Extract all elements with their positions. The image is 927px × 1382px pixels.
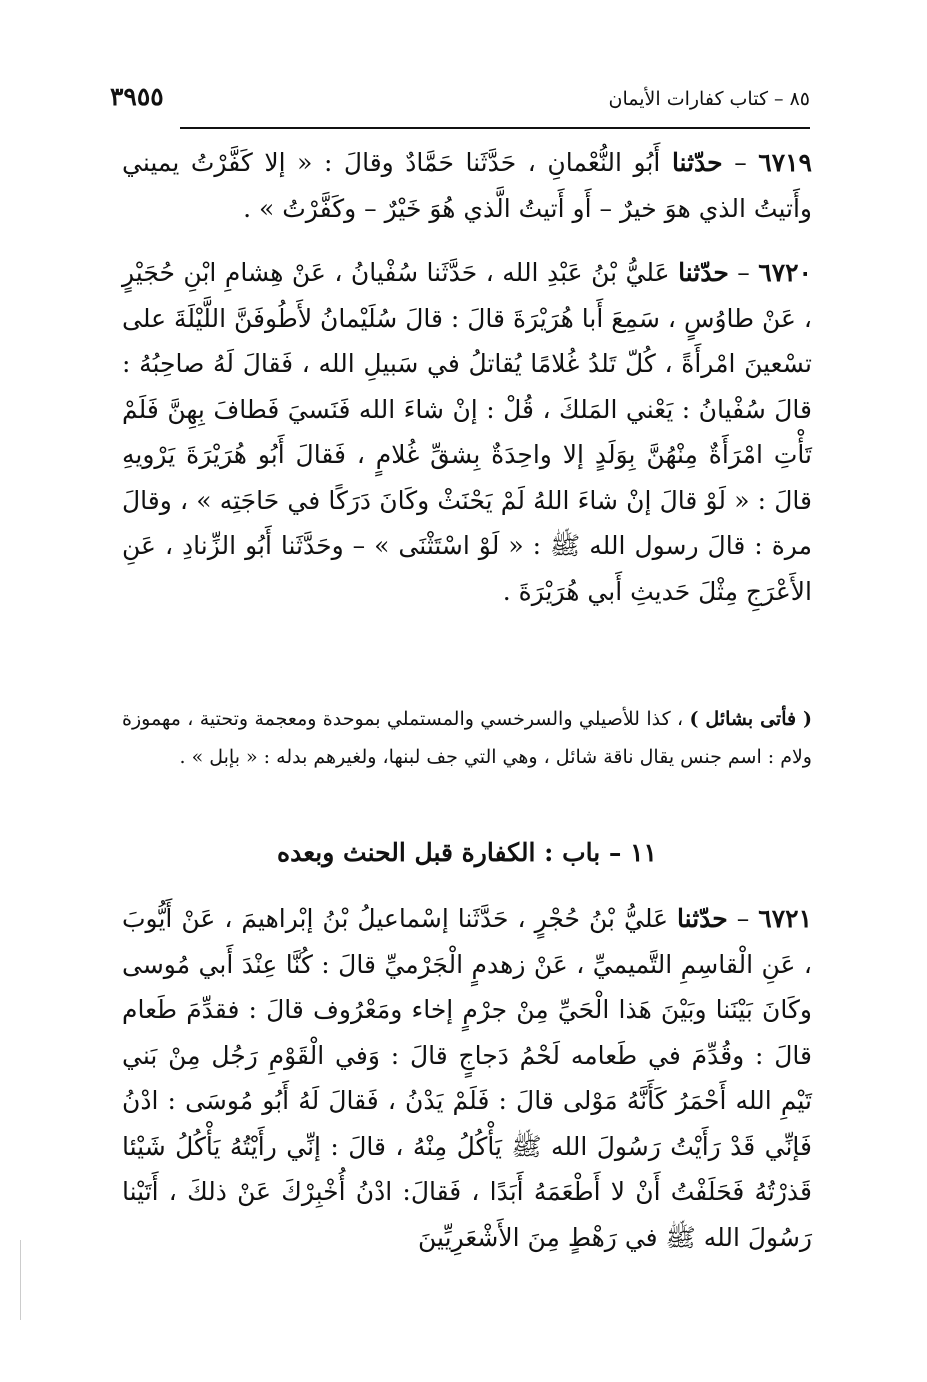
hadith-text: عَليُّ بْنُ عَبْدِ الله ، حَدَّثَنا سُفْيانُ ، عَنْ هِشامِ ابْنِ حُجَيْرٍ ، عَنْ طاوُسٍ ، سَمِعَ أَبا هُرَيْرَةَ قالَ : قالَ سُلَيْمانُ لأَطُوفَنَّ اللَّيْلَةَ على تسْعينَ امْرأَةً ، كُلّ تَلدُ غُلامًا يُقاتلُ في سَبيلِ الله ، فَقالَ لَهُ صاحِبُهُ : قالَ سُفْيانُ : يَعْني المَلكَ ، قُلْ : إنْ شاءَ الله فَنَسيَ فَطافَ بِهِنَّ فَلَمْ تَأْتِ امْرَأَةٌ مِنْهُنَّ بِوَلَدٍ إلا واحِدَةٌ بِشقِّ غُلامٍ ، فَقالَ أَبُو هُرَيْرَةَ يَرْويهِ قالَ : « لَوْ قالَ إنْ شاءَ اللهُ لَمْ يَحْنَثْ وكَانَ دَرَكًا في حَاجَتِه » ، وقالَ مرة : قالَ رسول الله ﷺ : « لَوْ اسْتَثْنَى » – وحَدَّثَنا أَبُو الزِّنادِ ، عَنِ الأَعْرَجِ مِثْلَ حَديثِ أَبي هُرَيْرَةَ . <box>122 258 812 606</box>
hadith-dash: – <box>722 148 759 177</box>
page-header <box>110 80 810 128</box>
running-title: ٨٥ – كتاب كفارات الأيمان <box>608 88 810 110</box>
commentary-text: ، كذا للأصيلي والسرخسي والمستملي بموحدة ومعجمة وتحتية ، مهموزة ولام : اسم جنس يقال ناقة شائل ، وهي التي جف لبنها، ولغيرهم بدله : « بإبل » . <box>122 708 812 768</box>
narration-keyword: حدّثنا <box>671 148 723 177</box>
hadith-number: ٦٧٢٠ <box>758 258 812 287</box>
hadith-6720 <box>122 250 812 614</box>
narration-keyword: حدّثنا <box>677 904 728 933</box>
hadith-dash: – <box>728 258 759 287</box>
header-rule <box>180 127 810 129</box>
narration-keyword: حدّثنا <box>678 258 729 287</box>
page-number: ٣٩٥٥ <box>110 82 164 111</box>
hadith-text: عَليُّ بْنُ حُجْرٍ ، حَدَّثَنا إسْماعيلُ بْنُ إبْراهيمَ ، عَنْ أَيُّوبَ ، عَنِ الْقاسِمِ التَّميميِّ ، عَنْ زهدمٍ الْجَرْميِّ قالَ : كُنَّا عِنْدَ أَبي مُوسى وكَانَ بَيْنَنا وبَيْنَ هَذا الْحَيِّ مِنْ جرْمٍ إخاء ومَعْرُوف قالَ : فقدِّمَ طَعام قالَ : وقُدِّمَ في طَعامه لَحْمُ دَجاجٍ قالَ : وَفي الْقَوْمِ رَجُل مِنْ بَني تَيْمِ الله أَحْمَرُ كَأَنَّهُ مَوْلى قالَ : فَلَمْ يَدْنُ ، فَقالَ لَهُ أَبُو مُوسَى : ادْنُ فَإنِّي قَدْ رَأَيْتُ رَسُولَ الله ﷺ يَأْكُلُ مِنْهُ ، قالَ : إنِّي رأَيْتُهُ يَأْكُلُ شَيْئا قَذرْتُهُ فَحَلَفْتُ أَنْ لا أَطْعَمَهُ أَبَدًا ، فَقالَ: ادْنُ أُخْبِرْكَ عَنْ ذلكَ ، أَتَيْنا رَسُولَ الله ﷺ في رَهْطٍ مِنَ الأَشْعَرِيِّينَ <box>122 904 812 1252</box>
scan-margin-line <box>20 1240 22 1320</box>
hadith-6719 <box>122 140 812 231</box>
hadith-text: أَبُو النُّعْمانِ ، حَدَّثَنا حَمَّادٌ وقالَ : « إلا كَفَّرْتُ يميني وأَتيتُ الذي هوَ خيرٌ – أَو أَتيتُ الَّذي هُوَ خَيْرٌ – وكَفَّرْتُ » . <box>122 148 812 223</box>
hadith-number: ٦٧١٩ <box>758 148 812 177</box>
hadith-number: ٦٧٢١ <box>758 904 812 933</box>
hadith-6721 <box>122 896 812 1260</box>
chapter-heading: ١١ – باب : الكفارة قبل الحنث وبعده <box>277 838 657 867</box>
hadith-dash: – <box>727 904 759 933</box>
commentary-lemma: ( فأتى بشائل ) <box>689 708 812 730</box>
commentary-note <box>122 700 812 776</box>
